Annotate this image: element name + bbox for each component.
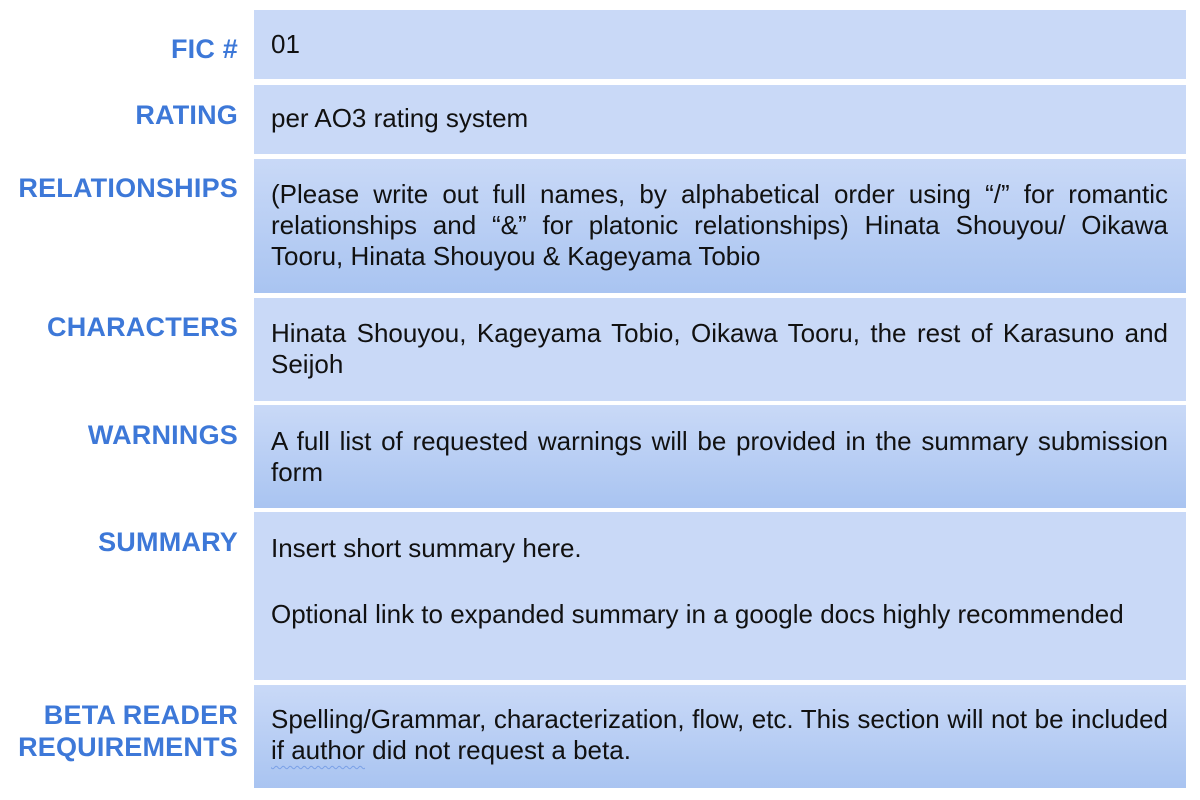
label-rating: RATING: [135, 100, 238, 130]
value-rating: per AO3 rating system: [271, 103, 529, 133]
value-beta-reader-part2: did not request a beta.: [364, 735, 631, 765]
row-characters: [0, 298, 1200, 401]
label-beta-reader-line1: BETA READER: [43, 700, 238, 730]
label-characters: CHARACTERS: [47, 312, 238, 342]
row-beta-reader: [0, 685, 1200, 788]
value-beta-reader-part1: Spelling/Grammar, characterization, flow, etc. This section will not be included: [271, 704, 1168, 734]
label-beta-reader-line2: REQUIREMENTS: [18, 732, 238, 762]
label-summary: SUMMARY: [98, 527, 238, 557]
value-cell-relationships: [254, 159, 1186, 293]
row-fic-number: [0, 10, 1200, 79]
value-fic-number: 01: [271, 29, 300, 59]
value-beta-reader: [271, 685, 1168, 766]
label-fic-number: FIC #: [170, 34, 238, 64]
value-warnings: A full list of requested warnings will be provided in the summary submission form: [271, 426, 1168, 487]
row-warnings: [0, 405, 1200, 508]
value-cell-beta-reader: [254, 685, 1186, 788]
value-cell-summary: [254, 512, 1186, 680]
value-cell-rating: [254, 85, 1186, 154]
row-rating: [0, 85, 1200, 154]
row-summary: [0, 512, 1200, 680]
value-summary: Insert short summary here.: [271, 533, 582, 563]
label-warnings: WARNINGS: [87, 420, 238, 450]
label-beta-reader: [0, 699, 238, 763]
value-relationships: (Please write out full names, by alphabetical order using “/” for romantic relationships and “&” for platonic relationships) Hinata Shouyou/ Oikawa Tooru, Hinata Shouyou & Kageyama Tobio: [271, 179, 1168, 271]
value-cell-characters: [254, 298, 1186, 401]
value-cell-warnings: [254, 405, 1186, 508]
value-characters: Hinata Shouyou, Kageyama Tobio, Oikawa Tooru, the rest of Karasuno and Seijoh: [271, 318, 1168, 379]
label-relationships: RELATIONSHIPS: [18, 173, 238, 203]
value-cell-fic-number: [254, 10, 1186, 79]
spellcheck-underline: if author: [271, 735, 365, 765]
value-summary-link-note: Optional link to expanded summary in a google docs highly recommended: [271, 599, 1124, 629]
row-relationships: [0, 159, 1200, 293]
